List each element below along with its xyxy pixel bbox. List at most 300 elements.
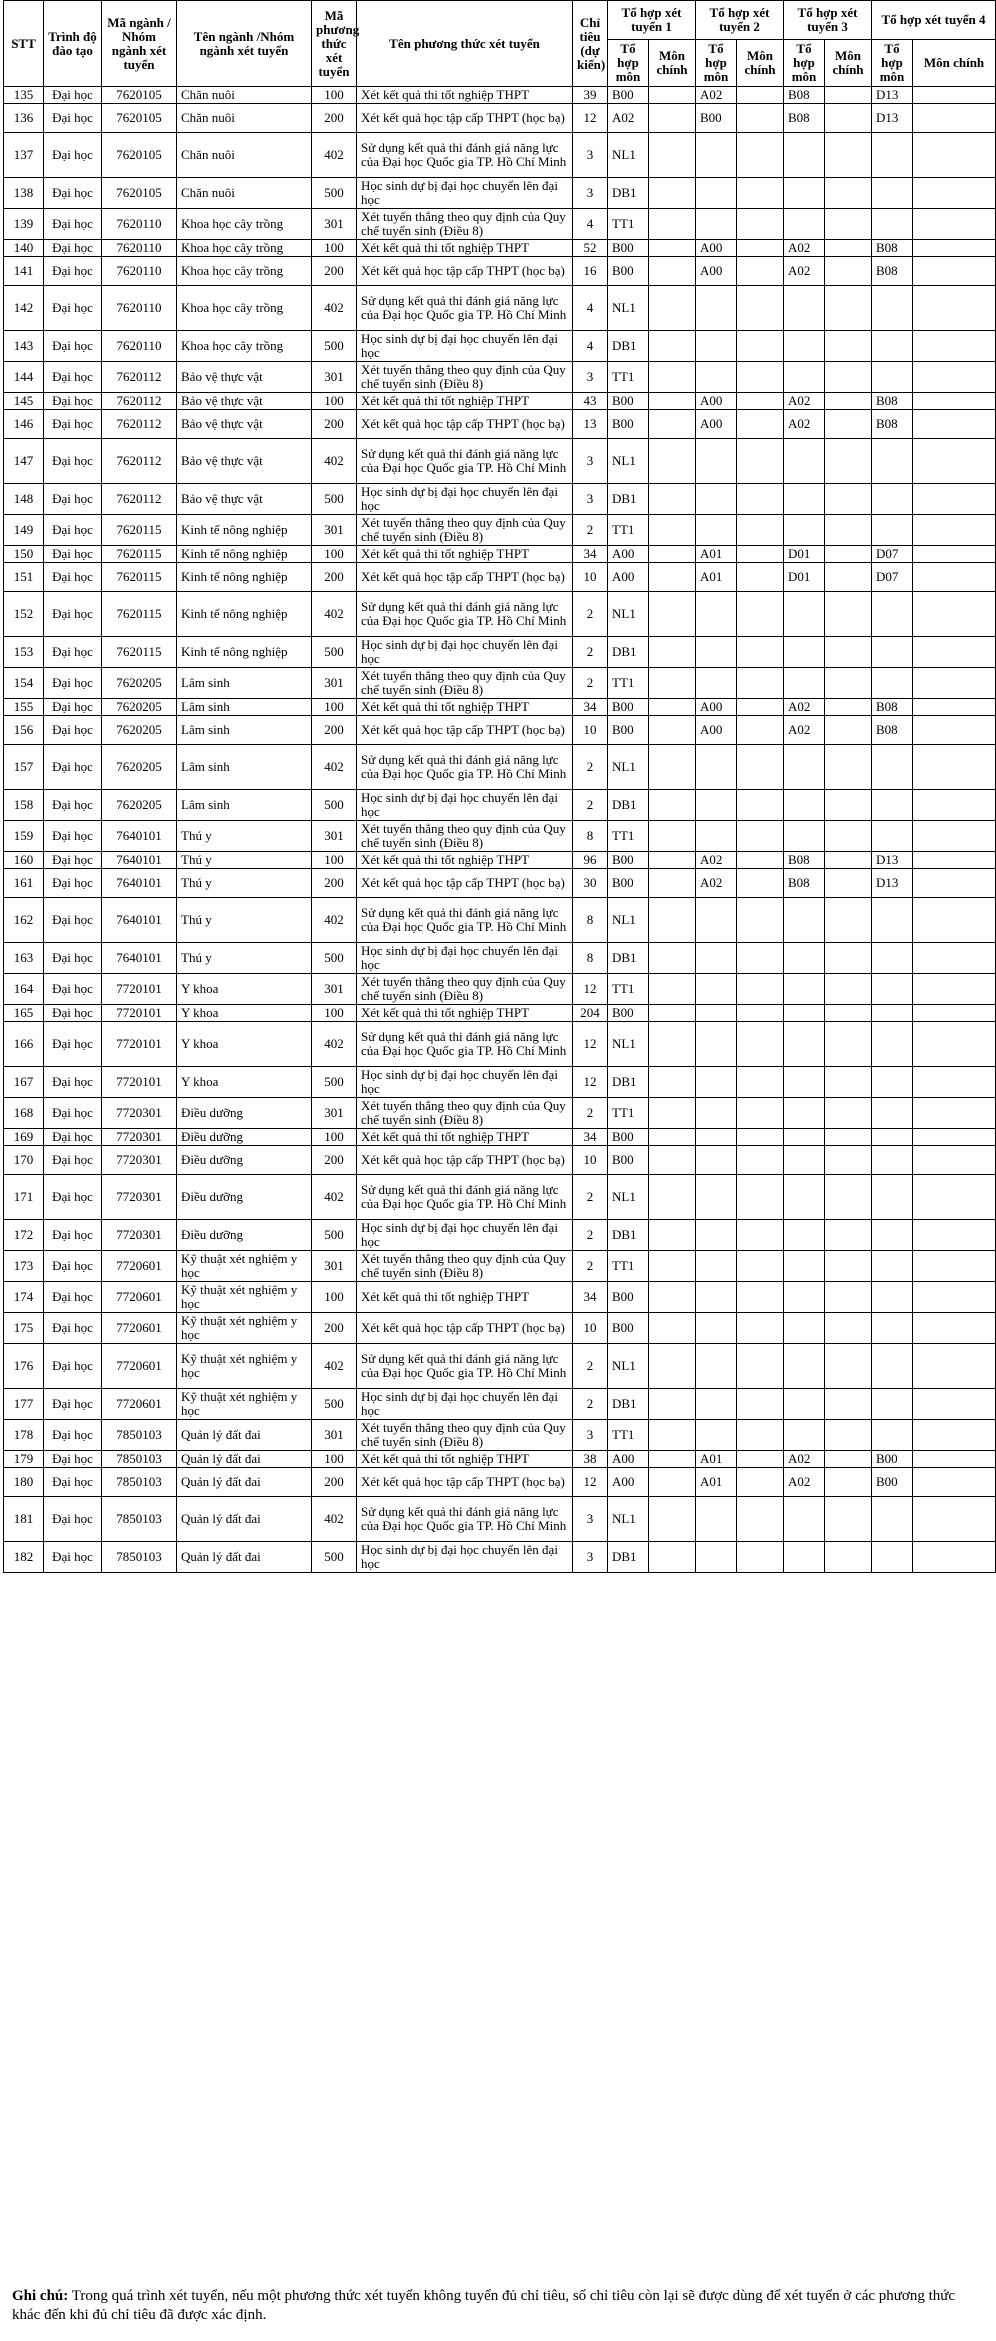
cell-to-hop-4-mon xyxy=(872,943,913,974)
cell-trinh-do: Đại học xyxy=(44,257,102,286)
cell-to-hop-2-mon xyxy=(696,1420,737,1451)
cell-to-hop-4-mon xyxy=(872,515,913,546)
cell-ma-nganh: 7720101 xyxy=(102,974,177,1005)
cell-ma-nganh: 7620110 xyxy=(102,209,177,240)
cell-to-hop-2-mon-chinh xyxy=(737,133,784,178)
cell-to-hop-4-mon-chinh xyxy=(913,668,996,699)
cell-stt: 163 xyxy=(4,943,44,974)
cell-to-hop-1-mon: TT1 xyxy=(608,515,649,546)
cell-to-hop-3-mon xyxy=(784,1497,825,1542)
cell-ten-phuong-thuc: Xét kết quả học tập cấp THPT (học bạ) xyxy=(357,1468,573,1497)
cell-ma-nganh: 7720601 xyxy=(102,1389,177,1420)
cell-to-hop-1-mon-chinh xyxy=(649,1282,696,1313)
cell-to-hop-3-mon-chinh xyxy=(825,1344,872,1389)
cell-to-hop-3-mon xyxy=(784,1313,825,1344)
cell-ten-phuong-thuc: Xét tuyển thẳng theo quy định của Quy chế tuyển sinh (Điều 8) xyxy=(357,668,573,699)
header-mon-chinh: Môn chính xyxy=(913,40,996,87)
cell-to-hop-1-mon: B00 xyxy=(608,869,649,898)
cell-to-hop-3-mon xyxy=(784,592,825,637)
cell-to-hop-3-mon xyxy=(784,1420,825,1451)
cell-trinh-do: Đại học xyxy=(44,898,102,943)
cell-ma-phuong-thuc: 402 xyxy=(312,439,357,484)
cell-to-hop-1-mon: NL1 xyxy=(608,592,649,637)
cell-to-hop-1-mon: B00 xyxy=(608,410,649,439)
cell-to-hop-2-mon-chinh xyxy=(737,1005,784,1022)
table-row xyxy=(4,1451,996,1468)
cell-ten-nganh: Chăn nuôi xyxy=(177,178,312,209)
cell-to-hop-4-mon: B08 xyxy=(872,410,913,439)
cell-stt: 179 xyxy=(4,1451,44,1468)
cell-to-hop-4-mon xyxy=(872,1129,913,1146)
cell-to-hop-2-mon-chinh xyxy=(737,410,784,439)
cell-to-hop-3-mon xyxy=(784,362,825,393)
cell-ten-nganh: Lâm sinh xyxy=(177,668,312,699)
cell-to-hop-2-mon xyxy=(696,1497,737,1542)
table-row xyxy=(4,87,996,104)
cell-ma-phuong-thuc: 500 xyxy=(312,331,357,362)
cell-to-hop-4-mon xyxy=(872,1098,913,1129)
cell-to-hop-2-mon-chinh xyxy=(737,1098,784,1129)
cell-to-hop-1-mon: DB1 xyxy=(608,790,649,821)
cell-stt: 150 xyxy=(4,546,44,563)
cell-to-hop-3-mon xyxy=(784,133,825,178)
cell-to-hop-1-mon: NL1 xyxy=(608,745,649,790)
cell-to-hop-3-mon-chinh xyxy=(825,1497,872,1542)
cell-stt: 172 xyxy=(4,1220,44,1251)
cell-ten-nganh: Bảo vệ thực vật xyxy=(177,410,312,439)
table-row xyxy=(4,1022,996,1067)
cell-chi-tieu: 2 xyxy=(573,1389,608,1420)
cell-chi-tieu: 12 xyxy=(573,974,608,1005)
cell-ten-nganh: Điều dưỡng xyxy=(177,1098,312,1129)
cell-ma-phuong-thuc: 100 xyxy=(312,546,357,563)
cell-ma-nganh: 7620105 xyxy=(102,178,177,209)
cell-to-hop-4-mon-chinh xyxy=(913,1251,996,1282)
table-row xyxy=(4,1067,996,1098)
cell-ten-nganh: Kỹ thuật xét nghiệm y học xyxy=(177,1344,312,1389)
cell-stt: 157 xyxy=(4,745,44,790)
cell-chi-tieu: 96 xyxy=(573,852,608,869)
cell-to-hop-2-mon: A02 xyxy=(696,852,737,869)
cell-stt: 144 xyxy=(4,362,44,393)
cell-trinh-do: Đại học xyxy=(44,1420,102,1451)
cell-to-hop-3-mon-chinh xyxy=(825,592,872,637)
cell-chi-tieu: 52 xyxy=(573,240,608,257)
cell-to-hop-3-mon xyxy=(784,1282,825,1313)
cell-to-hop-2-mon: A02 xyxy=(696,869,737,898)
cell-ma-phuong-thuc: 301 xyxy=(312,974,357,1005)
cell-to-hop-2-mon xyxy=(696,821,737,852)
cell-to-hop-1-mon-chinh xyxy=(649,331,696,362)
cell-to-hop-4-mon xyxy=(872,790,913,821)
cell-stt: 176 xyxy=(4,1344,44,1389)
cell-stt: 181 xyxy=(4,1497,44,1542)
cell-ten-phuong-thuc: Xét kết quả thi tốt nghiệp THPT xyxy=(357,546,573,563)
cell-to-hop-1-mon: B00 xyxy=(608,393,649,410)
cell-to-hop-1-mon: B00 xyxy=(608,257,649,286)
cell-to-hop-2-mon-chinh xyxy=(737,943,784,974)
table-row xyxy=(4,974,996,1005)
cell-to-hop-3-mon xyxy=(784,515,825,546)
cell-chi-tieu: 34 xyxy=(573,699,608,716)
cell-to-hop-3-mon-chinh xyxy=(825,484,872,515)
cell-to-hop-2-mon-chinh xyxy=(737,393,784,410)
cell-to-hop-4-mon-chinh xyxy=(913,637,996,668)
cell-to-hop-3-mon xyxy=(784,943,825,974)
cell-ten-nganh: Thú y xyxy=(177,898,312,943)
cell-ma-phuong-thuc: 200 xyxy=(312,869,357,898)
cell-to-hop-4-mon xyxy=(872,668,913,699)
cell-trinh-do: Đại học xyxy=(44,133,102,178)
cell-ma-nganh: 7720301 xyxy=(102,1146,177,1175)
cell-stt: 139 xyxy=(4,209,44,240)
footnote xyxy=(12,2287,987,2325)
cell-to-hop-2-mon xyxy=(696,439,737,484)
cell-to-hop-4-mon xyxy=(872,821,913,852)
header-trinh-do: Trình độ đào tạo xyxy=(44,1,102,87)
cell-to-hop-2-mon xyxy=(696,209,737,240)
cell-chi-tieu: 3 xyxy=(573,133,608,178)
cell-to-hop-1-mon-chinh xyxy=(649,484,696,515)
cell-to-hop-3-mon-chinh xyxy=(825,133,872,178)
cell-to-hop-4-mon: B00 xyxy=(872,1451,913,1468)
table-row xyxy=(4,439,996,484)
cell-stt: 137 xyxy=(4,133,44,178)
cell-trinh-do: Đại học xyxy=(44,331,102,362)
cell-trinh-do: Đại học xyxy=(44,563,102,592)
table-row xyxy=(4,546,996,563)
cell-to-hop-2-mon xyxy=(696,974,737,1005)
cell-to-hop-3-mon: A02 xyxy=(784,410,825,439)
cell-ten-nganh: Lâm sinh xyxy=(177,790,312,821)
cell-stt: 167 xyxy=(4,1067,44,1098)
table-row xyxy=(4,484,996,515)
cell-to-hop-1-mon: A00 xyxy=(608,1451,649,1468)
cell-to-hop-3-mon xyxy=(784,790,825,821)
cell-ten-phuong-thuc: Sử dụng kết quả thi đánh giá năng lực của Đại học Quốc gia TP. Hồ Chí Minh xyxy=(357,1344,573,1389)
cell-ma-nganh: 7620112 xyxy=(102,439,177,484)
cell-to-hop-1-mon-chinh xyxy=(649,1389,696,1420)
cell-ten-phuong-thuc: Sử dụng kết quả thi đánh giá năng lực của Đại học Quốc gia TP. Hồ Chí Minh xyxy=(357,1175,573,1220)
cell-to-hop-4-mon-chinh xyxy=(913,1067,996,1098)
cell-to-hop-4-mon: B00 xyxy=(872,1468,913,1497)
cell-chi-tieu: 2 xyxy=(573,515,608,546)
cell-chi-tieu: 4 xyxy=(573,331,608,362)
cell-ma-phuong-thuc: 500 xyxy=(312,637,357,668)
cell-to-hop-3-mon: A02 xyxy=(784,1468,825,1497)
cell-to-hop-1-mon-chinh xyxy=(649,1022,696,1067)
cell-to-hop-1-mon-chinh xyxy=(649,1542,696,1573)
cell-ma-nganh: 7620205 xyxy=(102,699,177,716)
cell-to-hop-1-mon: NL1 xyxy=(608,439,649,484)
cell-to-hop-4-mon-chinh xyxy=(913,1313,996,1344)
header-mon-chinh: Môn chính xyxy=(649,40,696,87)
cell-to-hop-3-mon-chinh xyxy=(825,87,872,104)
cell-chi-tieu: 10 xyxy=(573,1146,608,1175)
cell-to-hop-1-mon-chinh xyxy=(649,240,696,257)
cell-to-hop-2-mon-chinh xyxy=(737,821,784,852)
cell-to-hop-4-mon-chinh xyxy=(913,1129,996,1146)
cell-to-hop-1-mon-chinh xyxy=(649,104,696,133)
cell-to-hop-1-mon: TT1 xyxy=(608,209,649,240)
cell-stt: 178 xyxy=(4,1420,44,1451)
cell-chi-tieu: 12 xyxy=(573,1067,608,1098)
cell-stt: 141 xyxy=(4,257,44,286)
cell-ten-phuong-thuc: Xét tuyển thẳng theo quy định của Quy chế tuyển sinh (Điều 8) xyxy=(357,1420,573,1451)
cell-to-hop-1-mon: DB1 xyxy=(608,943,649,974)
table-row xyxy=(4,1344,996,1389)
cell-ten-phuong-thuc: Xét tuyển thẳng theo quy định của Quy chế tuyển sinh (Điều 8) xyxy=(357,974,573,1005)
cell-ma-phuong-thuc: 402 xyxy=(312,1022,357,1067)
cell-ten-phuong-thuc: Học sinh dự bị đại học chuyển lên đại học xyxy=(357,331,573,362)
cell-to-hop-3-mon: B08 xyxy=(784,852,825,869)
cell-trinh-do: Đại học xyxy=(44,1251,102,1282)
cell-to-hop-2-mon: A00 xyxy=(696,699,737,716)
cell-to-hop-4-mon xyxy=(872,1022,913,1067)
cell-to-hop-3-mon xyxy=(784,439,825,484)
cell-to-hop-1-mon: B00 xyxy=(608,1005,649,1022)
cell-to-hop-2-mon-chinh xyxy=(737,1313,784,1344)
cell-trinh-do: Đại học xyxy=(44,1220,102,1251)
cell-trinh-do: Đại học xyxy=(44,716,102,745)
cell-to-hop-4-mon xyxy=(872,1005,913,1022)
cell-to-hop-3-mon-chinh xyxy=(825,515,872,546)
cell-ten-phuong-thuc: Sử dụng kết quả thi đánh giá năng lực của Đại học Quốc gia TP. Hồ Chí Minh xyxy=(357,898,573,943)
cell-to-hop-1-mon-chinh xyxy=(649,1220,696,1251)
cell-ten-nganh: Khoa học cây trồng xyxy=(177,257,312,286)
cell-ma-nganh: 7640101 xyxy=(102,898,177,943)
cell-stt: 140 xyxy=(4,240,44,257)
cell-to-hop-4-mon xyxy=(872,1175,913,1220)
cell-to-hop-2-mon-chinh xyxy=(737,716,784,745)
cell-to-hop-3-mon-chinh xyxy=(825,1282,872,1313)
cell-ten-phuong-thuc: Xét kết quả thi tốt nghiệp THPT xyxy=(357,1282,573,1313)
cell-to-hop-3-mon xyxy=(784,1389,825,1420)
cell-ma-phuong-thuc: 100 xyxy=(312,852,357,869)
table-row xyxy=(4,699,996,716)
table-row xyxy=(4,1251,996,1282)
cell-to-hop-3-mon-chinh xyxy=(825,104,872,133)
admission-table xyxy=(3,0,996,1573)
cell-to-hop-1-mon-chinh xyxy=(649,943,696,974)
cell-to-hop-2-mon-chinh xyxy=(737,439,784,484)
cell-ma-phuong-thuc: 402 xyxy=(312,1175,357,1220)
cell-to-hop-1-mon: B00 xyxy=(608,1146,649,1175)
cell-ten-phuong-thuc: Xét kết quả thi tốt nghiệp THPT xyxy=(357,699,573,716)
cell-to-hop-1-mon: TT1 xyxy=(608,1098,649,1129)
cell-to-hop-3-mon: A02 xyxy=(784,1451,825,1468)
cell-to-hop-4-mon-chinh xyxy=(913,1497,996,1542)
cell-to-hop-3-mon-chinh xyxy=(825,716,872,745)
cell-stt: 160 xyxy=(4,852,44,869)
cell-ma-phuong-thuc: 200 xyxy=(312,1146,357,1175)
cell-ten-phuong-thuc: Xét kết quả học tập cấp THPT (học bạ) xyxy=(357,1313,573,1344)
cell-to-hop-3-mon: D01 xyxy=(784,546,825,563)
cell-to-hop-3-mon-chinh xyxy=(825,393,872,410)
cell-trinh-do: Đại học xyxy=(44,1067,102,1098)
cell-ma-nganh: 7620110 xyxy=(102,257,177,286)
cell-to-hop-3-mon xyxy=(784,1067,825,1098)
cell-to-hop-1-mon: NL1 xyxy=(608,898,649,943)
cell-ten-nganh: Chăn nuôi xyxy=(177,104,312,133)
cell-to-hop-1-mon-chinh xyxy=(649,515,696,546)
cell-to-hop-4-mon-chinh xyxy=(913,1175,996,1220)
cell-ten-phuong-thuc: Xét kết quả học tập cấp THPT (học bạ) xyxy=(357,1146,573,1175)
cell-ma-phuong-thuc: 301 xyxy=(312,1420,357,1451)
cell-to-hop-2-mon-chinh xyxy=(737,240,784,257)
cell-ten-phuong-thuc: Học sinh dự bị đại học chuyển lên đại học xyxy=(357,1067,573,1098)
cell-to-hop-3-mon-chinh xyxy=(825,869,872,898)
cell-to-hop-4-mon-chinh xyxy=(913,1468,996,1497)
cell-trinh-do: Đại học xyxy=(44,87,102,104)
cell-ma-nganh: 7850103 xyxy=(102,1542,177,1573)
cell-stt: 148 xyxy=(4,484,44,515)
cell-to-hop-2-mon: A01 xyxy=(696,1468,737,1497)
cell-chi-tieu: 34 xyxy=(573,1129,608,1146)
table-row xyxy=(4,716,996,745)
cell-to-hop-4-mon-chinh xyxy=(913,1344,996,1389)
cell-to-hop-1-mon: TT1 xyxy=(608,821,649,852)
cell-to-hop-4-mon-chinh xyxy=(913,209,996,240)
cell-to-hop-2-mon-chinh xyxy=(737,1146,784,1175)
cell-to-hop-1-mon-chinh xyxy=(649,1313,696,1344)
footnote-text: Trong quá trình xét tuyển, nếu một phương thức xét tuyển không tuyển đủ chỉ tiêu, số chỉ tiêu còn lại sẽ được dùng để xét tuyển ở các phương thức khác đến khi đủ chỉ tiêu đã được xác định. xyxy=(12,2288,956,2323)
cell-chi-tieu: 8 xyxy=(573,898,608,943)
cell-trinh-do: Đại học xyxy=(44,1344,102,1389)
cell-to-hop-3-mon-chinh xyxy=(825,1389,872,1420)
cell-trinh-do: Đại học xyxy=(44,1282,102,1313)
cell-trinh-do: Đại học xyxy=(44,745,102,790)
cell-to-hop-4-mon xyxy=(872,1313,913,1344)
cell-to-hop-2-mon xyxy=(696,1022,737,1067)
cell-to-hop-1-mon: DB1 xyxy=(608,1067,649,1098)
cell-to-hop-1-mon-chinh xyxy=(649,1497,696,1542)
cell-to-hop-4-mon xyxy=(872,1542,913,1573)
cell-to-hop-1-mon: A02 xyxy=(608,104,649,133)
table-row xyxy=(4,1420,996,1451)
cell-to-hop-1-mon-chinh xyxy=(649,87,696,104)
cell-ma-phuong-thuc: 500 xyxy=(312,1542,357,1573)
cell-to-hop-1-mon: A00 xyxy=(608,563,649,592)
cell-trinh-do: Đại học xyxy=(44,178,102,209)
cell-to-hop-4-mon-chinh xyxy=(913,257,996,286)
cell-to-hop-3-mon-chinh xyxy=(825,1005,872,1022)
cell-to-hop-4-mon-chinh xyxy=(913,331,996,362)
cell-ten-nganh: Quản lý đất đai xyxy=(177,1468,312,1497)
cell-ten-nganh: Y khoa xyxy=(177,1067,312,1098)
cell-ma-phuong-thuc: 500 xyxy=(312,943,357,974)
cell-stt: 165 xyxy=(4,1005,44,1022)
cell-to-hop-2-mon xyxy=(696,1067,737,1098)
cell-to-hop-3-mon-chinh xyxy=(825,637,872,668)
table-row xyxy=(4,331,996,362)
cell-stt: 138 xyxy=(4,178,44,209)
cell-chi-tieu: 2 xyxy=(573,1175,608,1220)
cell-to-hop-4-mon xyxy=(872,209,913,240)
cell-to-hop-2-mon-chinh xyxy=(737,1389,784,1420)
cell-to-hop-4-mon xyxy=(872,1282,913,1313)
cell-ten-phuong-thuc: Xét kết quả thi tốt nghiệp THPT xyxy=(357,1005,573,1022)
cell-ten-phuong-thuc: Xét kết quả thi tốt nghiệp THPT xyxy=(357,393,573,410)
cell-ten-nganh: Điều dưỡng xyxy=(177,1129,312,1146)
cell-ma-nganh: 7620112 xyxy=(102,484,177,515)
cell-to-hop-4-mon xyxy=(872,286,913,331)
cell-to-hop-2-mon xyxy=(696,1313,737,1344)
cell-to-hop-1-mon: B00 xyxy=(608,852,649,869)
cell-to-hop-1-mon-chinh xyxy=(649,790,696,821)
table-row xyxy=(4,133,996,178)
cell-ten-nganh: Lâm sinh xyxy=(177,699,312,716)
cell-ten-nganh: Y khoa xyxy=(177,974,312,1005)
cell-stt: 154 xyxy=(4,668,44,699)
cell-to-hop-2-mon xyxy=(696,515,737,546)
table-row xyxy=(4,209,996,240)
table-row xyxy=(4,852,996,869)
cell-to-hop-1-mon: DB1 xyxy=(608,178,649,209)
table-row xyxy=(4,592,996,637)
cell-trinh-do: Đại học xyxy=(44,852,102,869)
cell-ten-phuong-thuc: Học sinh dự bị đại học chuyển lên đại học xyxy=(357,637,573,668)
cell-to-hop-2-mon-chinh xyxy=(737,1542,784,1573)
cell-to-hop-3-mon-chinh xyxy=(825,209,872,240)
header-to-hop-mon: Tổ hợp môn xyxy=(872,40,913,87)
cell-to-hop-1-mon: DB1 xyxy=(608,1389,649,1420)
cell-ma-phuong-thuc: 500 xyxy=(312,1389,357,1420)
cell-ma-nganh: 7720601 xyxy=(102,1344,177,1389)
header-to-hop-1: Tổ hợp xét tuyển 1 xyxy=(608,1,696,40)
header-to-hop-2: Tổ hợp xét tuyển 2 xyxy=(696,1,784,40)
cell-to-hop-4-mon-chinh xyxy=(913,974,996,1005)
table-row xyxy=(4,869,996,898)
cell-to-hop-4-mon-chinh xyxy=(913,1542,996,1573)
cell-stt: 162 xyxy=(4,898,44,943)
cell-ma-nganh: 7620205 xyxy=(102,745,177,790)
cell-ma-nganh: 7620105 xyxy=(102,87,177,104)
cell-to-hop-1-mon-chinh xyxy=(649,1251,696,1282)
cell-to-hop-1-mon: A00 xyxy=(608,546,649,563)
cell-to-hop-4-mon: D07 xyxy=(872,546,913,563)
cell-ten-nganh: Kỹ thuật xét nghiệm y học xyxy=(177,1251,312,1282)
cell-to-hop-3-mon-chinh xyxy=(825,1542,872,1573)
cell-to-hop-2-mon xyxy=(696,1220,737,1251)
cell-stt: 135 xyxy=(4,87,44,104)
cell-stt: 155 xyxy=(4,699,44,716)
cell-to-hop-3-mon xyxy=(784,286,825,331)
cell-to-hop-3-mon xyxy=(784,178,825,209)
cell-to-hop-2-mon: A01 xyxy=(696,1451,737,1468)
cell-ten-nganh: Y khoa xyxy=(177,1005,312,1022)
cell-stt: 156 xyxy=(4,716,44,745)
cell-to-hop-4-mon xyxy=(872,1146,913,1175)
cell-ma-phuong-thuc: 301 xyxy=(312,209,357,240)
cell-to-hop-4-mon-chinh xyxy=(913,546,996,563)
cell-to-hop-3-mon-chinh xyxy=(825,1129,872,1146)
cell-trinh-do: Đại học xyxy=(44,943,102,974)
cell-to-hop-3-mon xyxy=(784,1542,825,1573)
cell-to-hop-2-mon xyxy=(696,943,737,974)
cell-to-hop-1-mon-chinh xyxy=(649,821,696,852)
cell-to-hop-4-mon xyxy=(872,1067,913,1098)
cell-stt: 180 xyxy=(4,1468,44,1497)
cell-stt: 143 xyxy=(4,331,44,362)
cell-to-hop-3-mon-chinh xyxy=(825,974,872,1005)
cell-ten-nganh: Lâm sinh xyxy=(177,716,312,745)
cell-trinh-do: Đại học xyxy=(44,1389,102,1420)
header-ten-phuong-thuc: Tên phương thức xét tuyển xyxy=(357,1,573,87)
cell-to-hop-2-mon-chinh xyxy=(737,1282,784,1313)
cell-to-hop-1-mon-chinh xyxy=(649,362,696,393)
cell-to-hop-1-mon: B00 xyxy=(608,1313,649,1344)
